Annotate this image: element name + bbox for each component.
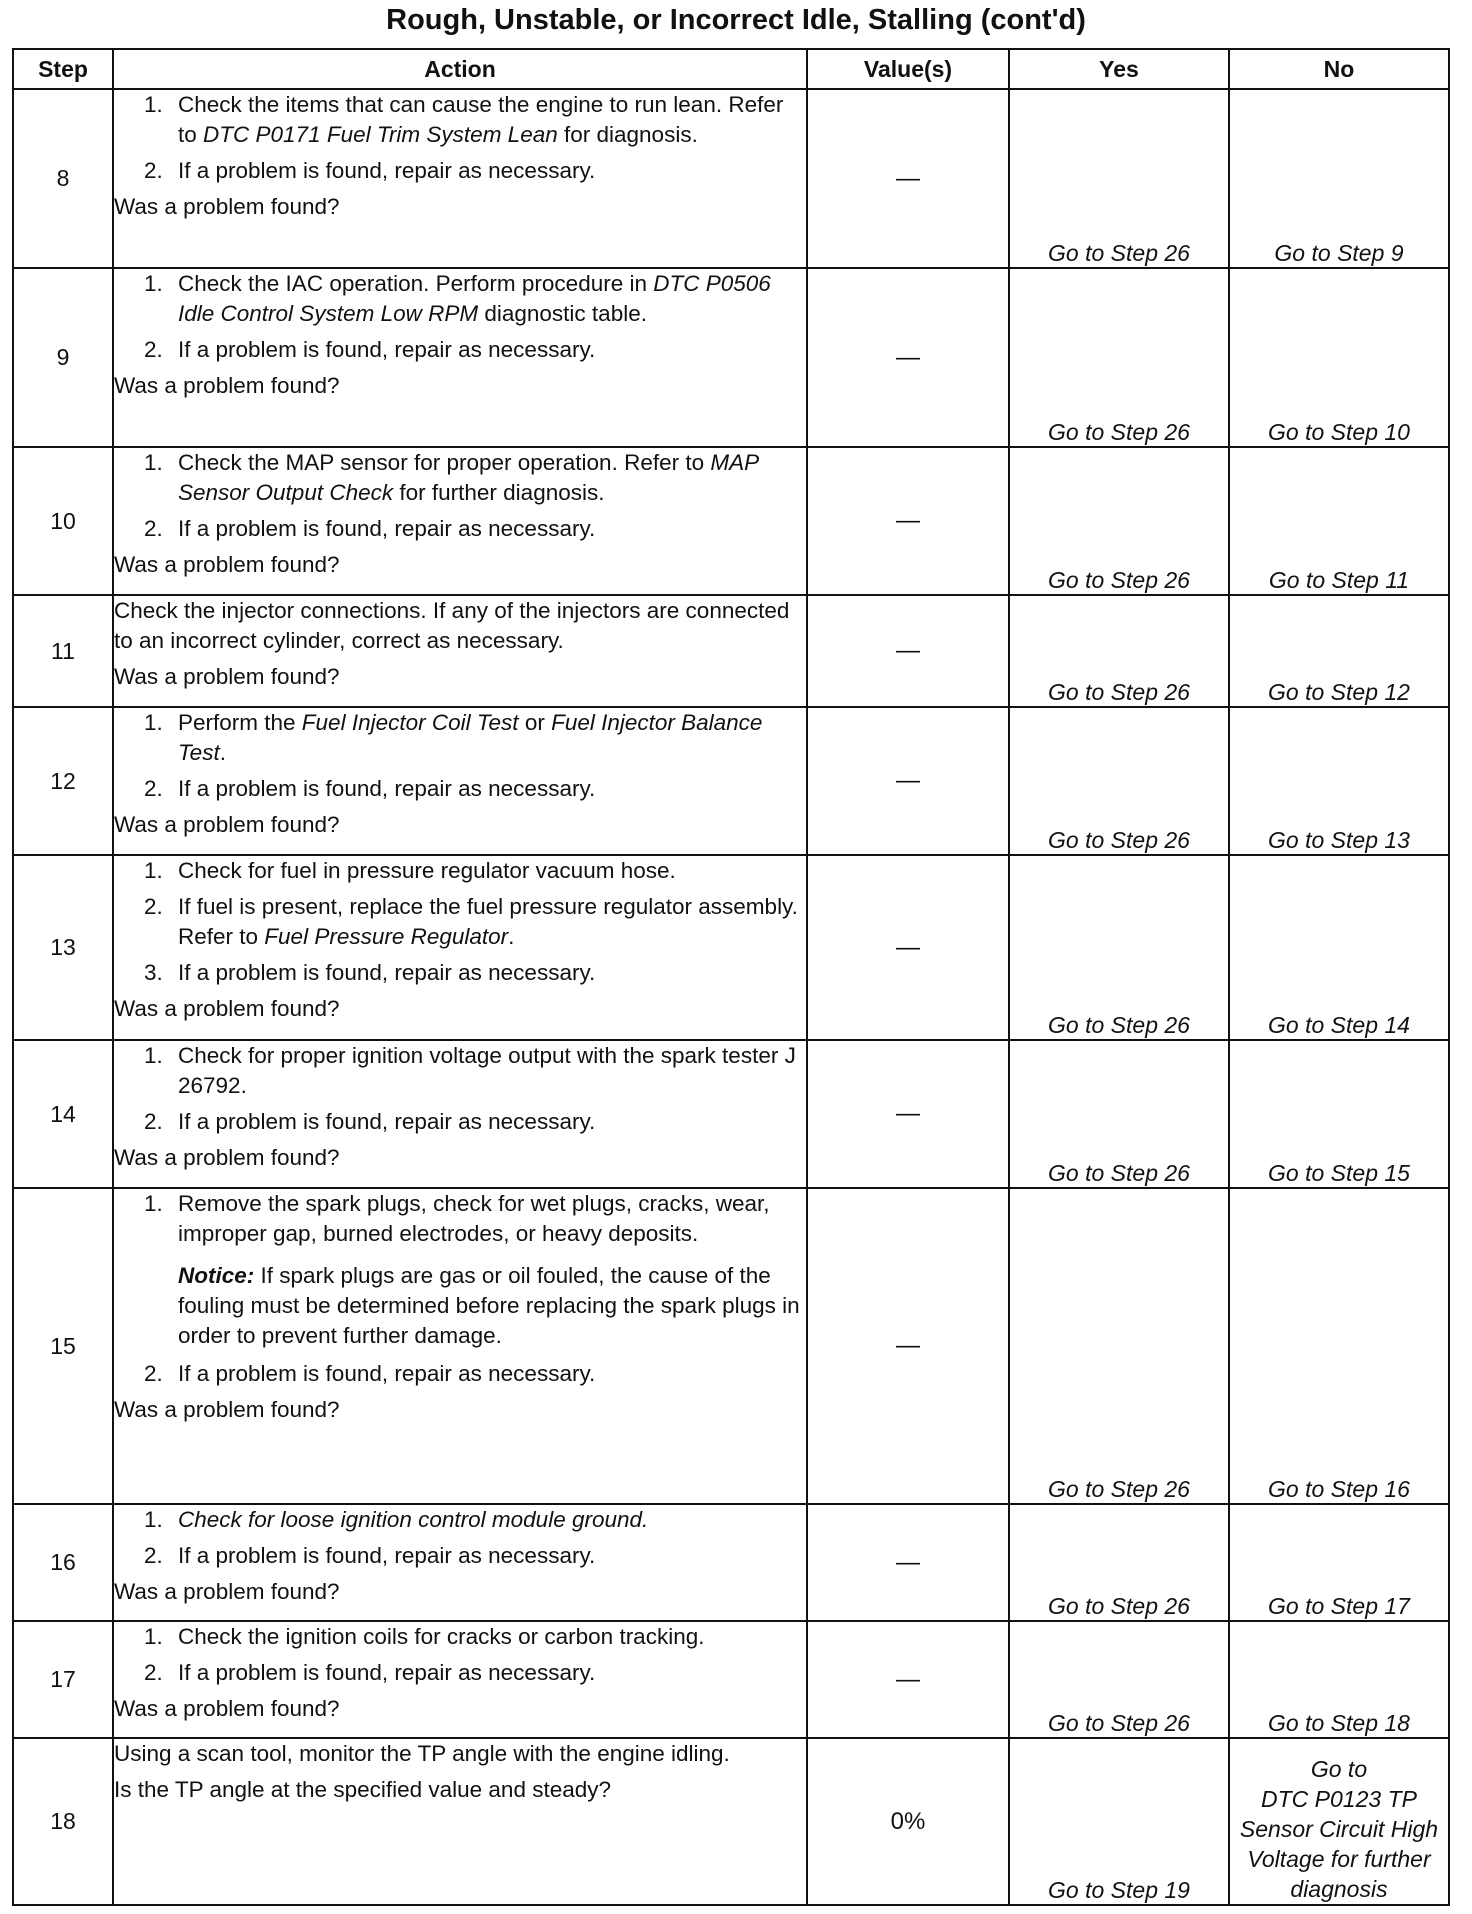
action-cell: 1. Perform the Fuel Injector Coil Test or Fuel Injector Balance Test. 2. If a problem is found, repair as necessary. Was a problem found? [113, 707, 807, 855]
action-cell: 1. Check the IAC operation. Perform procedure in DTC P0506 Idle Control System Low RPM diagnostic table. 2. If a problem is found, repair as necessary. Was a problem found? [113, 268, 807, 447]
step-number: 9 [13, 268, 113, 447]
yes-cell: Go to Step 26 [1009, 855, 1229, 1040]
value-cell: 0% [807, 1738, 1009, 1905]
action-cell: Using a scan tool, monitor the TP angle with the engine idling. Is the TP angle at the specified value and steady? [113, 1738, 807, 1905]
value-cell: — [807, 1040, 1009, 1188]
step-number: 14 [13, 1040, 113, 1188]
table-row [13, 1040, 1449, 1188]
value-cell: — [807, 447, 1009, 595]
step-number: 18 [13, 1738, 113, 1905]
table-row [13, 447, 1449, 595]
step-number: 15 [13, 1188, 113, 1504]
yes-cell: Go to Step 26 [1009, 707, 1229, 855]
no-cell: Go to Step 13 [1229, 707, 1449, 855]
no-cell: Go to Step 15 [1229, 1040, 1449, 1188]
action-cell: 1. Check the MAP sensor for proper operation. Refer to MAP Sensor Output Check for further diagnosis. 2. If a problem is found, repair as necessary. Was a problem found? [113, 447, 807, 595]
no-cell: Go to Step 16 [1229, 1188, 1449, 1504]
action-cell: 1. Check for loose ignition control module ground. 2. If a problem is found, repair as necessary. Was a problem found? [113, 1504, 807, 1621]
value-cell: — [807, 1504, 1009, 1621]
value-cell: — [807, 1621, 1009, 1738]
yes-cell: Go to Step 26 [1009, 1504, 1229, 1621]
page-title: Rough, Unstable, or Incorrect Idle, Stalling (cont'd) [386, 4, 1086, 36]
no-cell: Go to Step 14 [1229, 855, 1449, 1040]
no-cell: Go to Step 17 [1229, 1504, 1449, 1621]
step-number: 10 [13, 447, 113, 595]
step-number: 11 [13, 595, 113, 707]
step-number: 16 [13, 1504, 113, 1621]
table-row [13, 1621, 1449, 1738]
value-cell: — [807, 855, 1009, 1040]
yes-cell: Go to Step 26 [1009, 89, 1229, 268]
step-number: 13 [13, 855, 113, 1040]
value-cell: — [807, 595, 1009, 707]
header-no: No [1229, 49, 1449, 89]
table-row [13, 1504, 1449, 1621]
table-row [13, 89, 1449, 268]
no-cell: Go to Step 18 [1229, 1621, 1449, 1738]
table-row [13, 1738, 1449, 1905]
step-number: 8 [13, 89, 113, 268]
action-cell: Check the injector connections. If any of the injectors are connected to an incorrect cylinder, correct as necessary. Was a problem found? [113, 595, 807, 707]
yes-cell: Go to Step 26 [1009, 268, 1229, 447]
diagnostic-table [12, 48, 1450, 1906]
header-row [13, 49, 1449, 89]
yes-cell: Go to Step 26 [1009, 447, 1229, 595]
table-row [13, 1188, 1449, 1504]
action-cell: 1. Check the ignition coils for cracks or carbon tracking. 2. If a problem is found, repair as necessary. Was a problem found? [113, 1621, 807, 1738]
action-cell: 1. Check for proper ignition voltage output with the spark tester J 26792. 2. If a problem is found, repair as necessary. Was a problem found? [113, 1040, 807, 1188]
action-cell: 1. Check for fuel in pressure regulator vacuum hose. 2. If fuel is present, replace the fuel pressure regulator assembly. Refer to Fuel Pressure Regulator. 3. If a problem is found, repair as necessary. Was a problem found? [113, 855, 807, 1040]
table-row [13, 268, 1449, 447]
value-cell: — [807, 707, 1009, 855]
header-values: Value(s) [807, 49, 1009, 89]
no-cell: Go to DTC P0123 TP Sensor Circuit High Voltage for further diagnosis [1229, 1738, 1449, 1905]
value-cell: — [807, 268, 1009, 447]
no-cell: Go to Step 12 [1229, 595, 1449, 707]
yes-cell: Go to Step 19 [1009, 1738, 1229, 1905]
no-cell: Go to Step 10 [1229, 268, 1449, 447]
yes-cell: Go to Step 26 [1009, 1188, 1229, 1504]
value-cell: — [807, 1188, 1009, 1504]
table-row [13, 707, 1449, 855]
notice: Notice: If spark plugs are gas or oil fouled, the cause of the fouling must be determined before replacing the spark plugs in order to prevent further damage. [178, 1263, 800, 1348]
yes-cell: Go to Step 26 [1009, 595, 1229, 707]
table-row [13, 595, 1449, 707]
header-action: Action [113, 49, 807, 89]
action-cell: 1. Remove the spark plugs, check for wet plugs, cracks, wear, improper gap, burned electrodes, or heavy deposits. Notice: If spark plugs are gas or oil fouled, the cause of the fouling must be determined before replacing the spark plugs in order to prevent further damage. 2. If a problem is found, repair as necessary. Was a problem found? [113, 1188, 807, 1504]
table-row [13, 855, 1449, 1040]
step-number: 12 [13, 707, 113, 855]
yes-cell: Go to Step 26 [1009, 1621, 1229, 1738]
yes-cell: Go to Step 26 [1009, 1040, 1229, 1188]
action-cell: 1. Check the items that can cause the engine to run lean. Refer to DTC P0171 Fuel Trim System Lean for diagnosis. 2. If a problem is found, repair as necessary. Was a problem found? [113, 89, 807, 268]
value-cell: — [807, 89, 1009, 268]
no-cell: Go to Step 11 [1229, 447, 1449, 595]
step-number: 17 [13, 1621, 113, 1738]
header-step: Step [13, 49, 113, 89]
no-cell: Go to Step 9 [1229, 89, 1449, 268]
header-yes: Yes [1009, 49, 1229, 89]
